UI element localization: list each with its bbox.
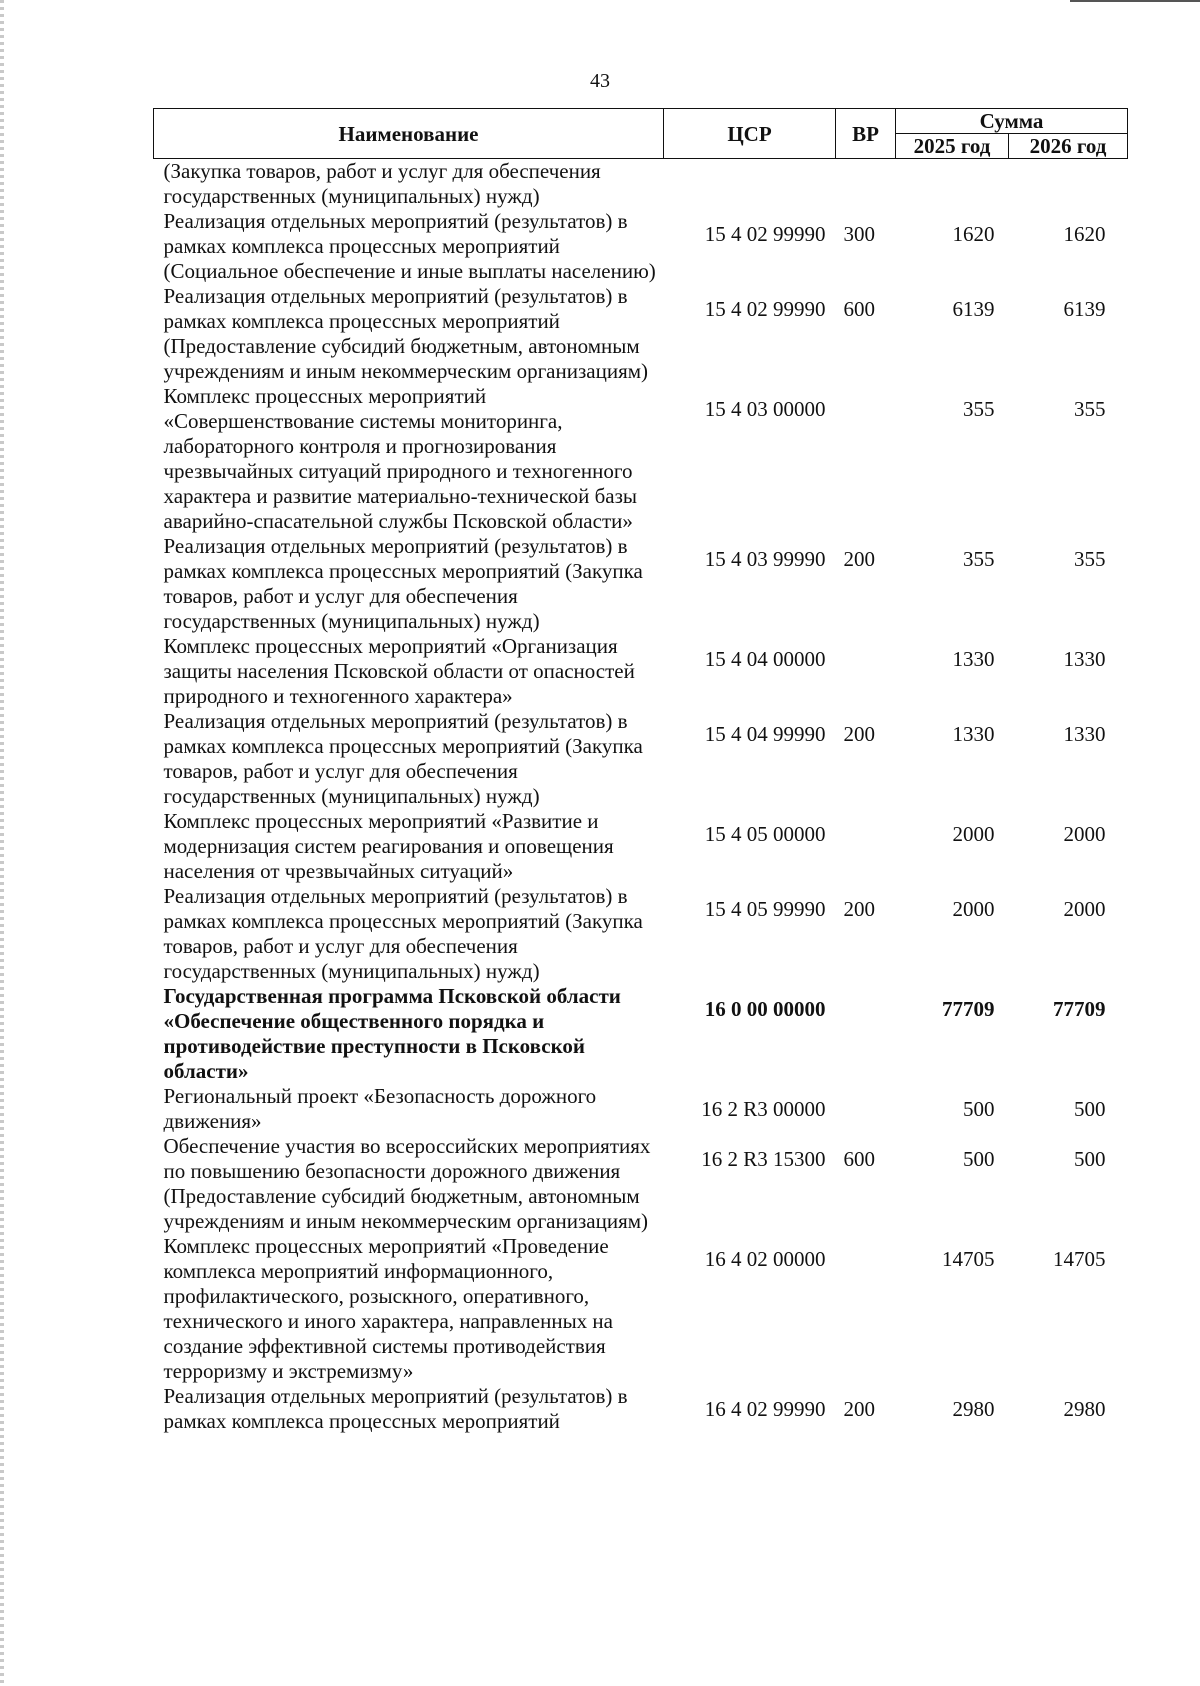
cell-2025: 2000 (952, 897, 995, 921)
table-row (154, 1234, 1128, 1384)
cell-vr (836, 984, 896, 1084)
header-vr: ВР (836, 109, 896, 159)
cell-csr: 15 4 03 00000 (704, 397, 826, 421)
cell-vr: 200 (843, 547, 875, 571)
table-row (154, 1384, 1128, 1434)
cell-csr: 16 2 R3 00000 (701, 1097, 826, 1121)
cell-vr: 200 (843, 1397, 875, 1421)
cell-csr: 16 4 02 00000 (704, 1247, 826, 1271)
cell-csr: 15 4 02 99990 (704, 222, 826, 246)
cell-2025: 1330 (952, 722, 995, 746)
cell-name: Реализация отдельных мероприятий (результатов) в рамках комплекса процессных мероприятий (Закупка товаров, работ и услуг для обеспечения государственных (муниципальных) нужд) (163, 534, 643, 633)
table-row (154, 809, 1128, 884)
cell-2025: 500 (963, 1097, 995, 1121)
cell-vr (836, 159, 896, 210)
cell-2026: 500 (1074, 1097, 1106, 1121)
cell-vr (836, 1234, 896, 1384)
cell-name: Реализация отдельных мероприятий (результатов) в рамках комплекса процессных мероприятий (163, 1384, 628, 1433)
cell-name: Государственная программа Псковской области «Обеспечение общественного порядка и противодействие преступности в Псковской области» (163, 984, 621, 1083)
top-rule (1070, 0, 1200, 2)
cell-2026: 2980 (1063, 1397, 1106, 1421)
cell-name: Региональный проект «Безопасность дорожного движения» (163, 1084, 597, 1133)
table-row (154, 634, 1128, 709)
cell-2025: 2980 (952, 1397, 995, 1421)
cell-2026: 355 (1074, 547, 1106, 571)
table-row (154, 1084, 1128, 1134)
cell-vr: 600 (843, 297, 875, 321)
table-row (154, 1134, 1128, 1234)
cell-name: Комплекс процессных мероприятий «Организация защиты населения Псковской области от опасностей природного и техногенного характера» (163, 634, 635, 708)
cell-csr: 15 4 05 99990 (704, 897, 826, 921)
cell-vr: 200 (843, 897, 875, 921)
scan-left-edge (0, 0, 4, 1686)
header-name: Наименование (154, 109, 664, 159)
table-row (154, 284, 1128, 384)
cell-name: Комплекс процессных мероприятий «Совершенствование системы мониторинга, лабораторного контроля и прогнозирования чрезвычайных ситуаций природного и техногенного характера и развитие материально-технической базы аварийно-спасательной службы Псковской области» (163, 384, 638, 533)
cell-2026: 1330 (1063, 647, 1106, 671)
table-row (154, 384, 1128, 534)
cell-2025: 1620 (952, 222, 995, 246)
header-year-2025: 2025 год (896, 134, 1009, 159)
page-number: 43 (590, 70, 610, 92)
cell-2025: 6139 (952, 297, 995, 321)
cell-name: Обеспечение участия во всероссийских мероприятиях по повышению безопасности дорожного движения (Предоставление субсидий бюджетным, автономным учреждениям и иным некоммерческим организациям) (163, 1134, 651, 1233)
table-row (154, 159, 1128, 210)
cell-2026: 2000 (1063, 822, 1106, 846)
cell-2025: 77709 (942, 997, 995, 1021)
header-csr: ЦСР (664, 109, 836, 159)
table-row (154, 534, 1128, 634)
cell-2026: 77709 (1053, 997, 1106, 1021)
cell-csr: 16 4 02 99990 (704, 1397, 826, 1421)
header-sum: Сумма (896, 109, 1128, 134)
cell-2026: 14705 (1053, 1247, 1106, 1271)
cell-csr: 15 4 04 00000 (704, 647, 826, 671)
cell-csr (664, 159, 836, 210)
cell-2025: 500 (963, 1147, 995, 1171)
cell-name: (Закупка товаров, работ и услуг для обеспечения государственных (муниципальных) нужд) (163, 159, 601, 208)
cell-2025: 1330 (952, 647, 995, 671)
cell-vr (836, 1084, 896, 1134)
cell-csr: 16 0 00 00000 (704, 997, 826, 1021)
cell-vr: 600 (843, 1147, 875, 1171)
table-row (154, 209, 1128, 284)
cell-2026: 1620 (1063, 222, 1106, 246)
cell-vr (836, 634, 896, 709)
cell-2025: 355 (963, 397, 995, 421)
cell-csr: 15 4 02 99990 (704, 297, 826, 321)
table-row (154, 884, 1128, 984)
cell-name: Комплекс процессных мероприятий «Развитие и модернизация систем реагирования и оповещения населения от чрезвычайных ситуаций» (163, 809, 614, 883)
header-year-2026: 2026 год (1009, 134, 1128, 159)
cell-2025: 14705 (942, 1247, 995, 1271)
cell-name: Реализация отдельных мероприятий (результатов) в рамках комплекса процессных мероприятий (Закупка товаров, работ и услуг для обеспечения государственных (муниципальных) нужд) (163, 884, 643, 983)
table-row (154, 709, 1128, 809)
cell-vr: 300 (843, 222, 875, 246)
table-body (154, 159, 1128, 1435)
cell-2026: 2000 (1063, 897, 1106, 921)
cell-name: Реализация отдельных мероприятий (результатов) в рамках комплекса процессных мероприятий (Социальное обеспечение и иные выплаты населению) (163, 209, 656, 283)
cell-vr: 200 (843, 722, 875, 746)
cell-name: Реализация отдельных мероприятий (результатов) в рамках комплекса процессных мероприятий (Закупка товаров, работ и услуг для обеспечения государственных (муниципальных) нужд) (163, 709, 643, 808)
cell-2026: 500 (1074, 1147, 1106, 1171)
cell-name: Реализация отдельных мероприятий (результатов) в рамках комплекса процессных мероприятий (Предоставление субсидий бюджетным, автономным учреждениям и иным некоммерческим организациям) (163, 284, 649, 383)
cell-csr: 15 4 05 00000 (704, 822, 826, 846)
cell-2026: 355 (1074, 397, 1106, 421)
cell-csr: 15 4 03 99990 (704, 547, 826, 571)
cell-csr: 16 2 R3 15300 (701, 1147, 826, 1171)
cell-2025: 355 (963, 547, 995, 571)
budget-table (153, 108, 1128, 1434)
cell-2025 (896, 159, 1009, 210)
cell-vr (836, 384, 896, 534)
cell-2026: 6139 (1063, 297, 1106, 321)
cell-csr: 15 4 04 99990 (704, 722, 826, 746)
table-header (154, 109, 1128, 159)
cell-vr (836, 809, 896, 884)
cell-2026: 1330 (1063, 722, 1106, 746)
cell-name: Комплекс процессных мероприятий «Проведение комплекса мероприятий информационного, профилактического, розыскного, оперативного, технического и иного характера, направленных на создание эффективной системы противодействия терроризму и экстремизму» (163, 1234, 613, 1383)
table-row (154, 984, 1128, 1084)
cell-2026 (1009, 159, 1128, 210)
cell-2025: 2000 (952, 822, 995, 846)
